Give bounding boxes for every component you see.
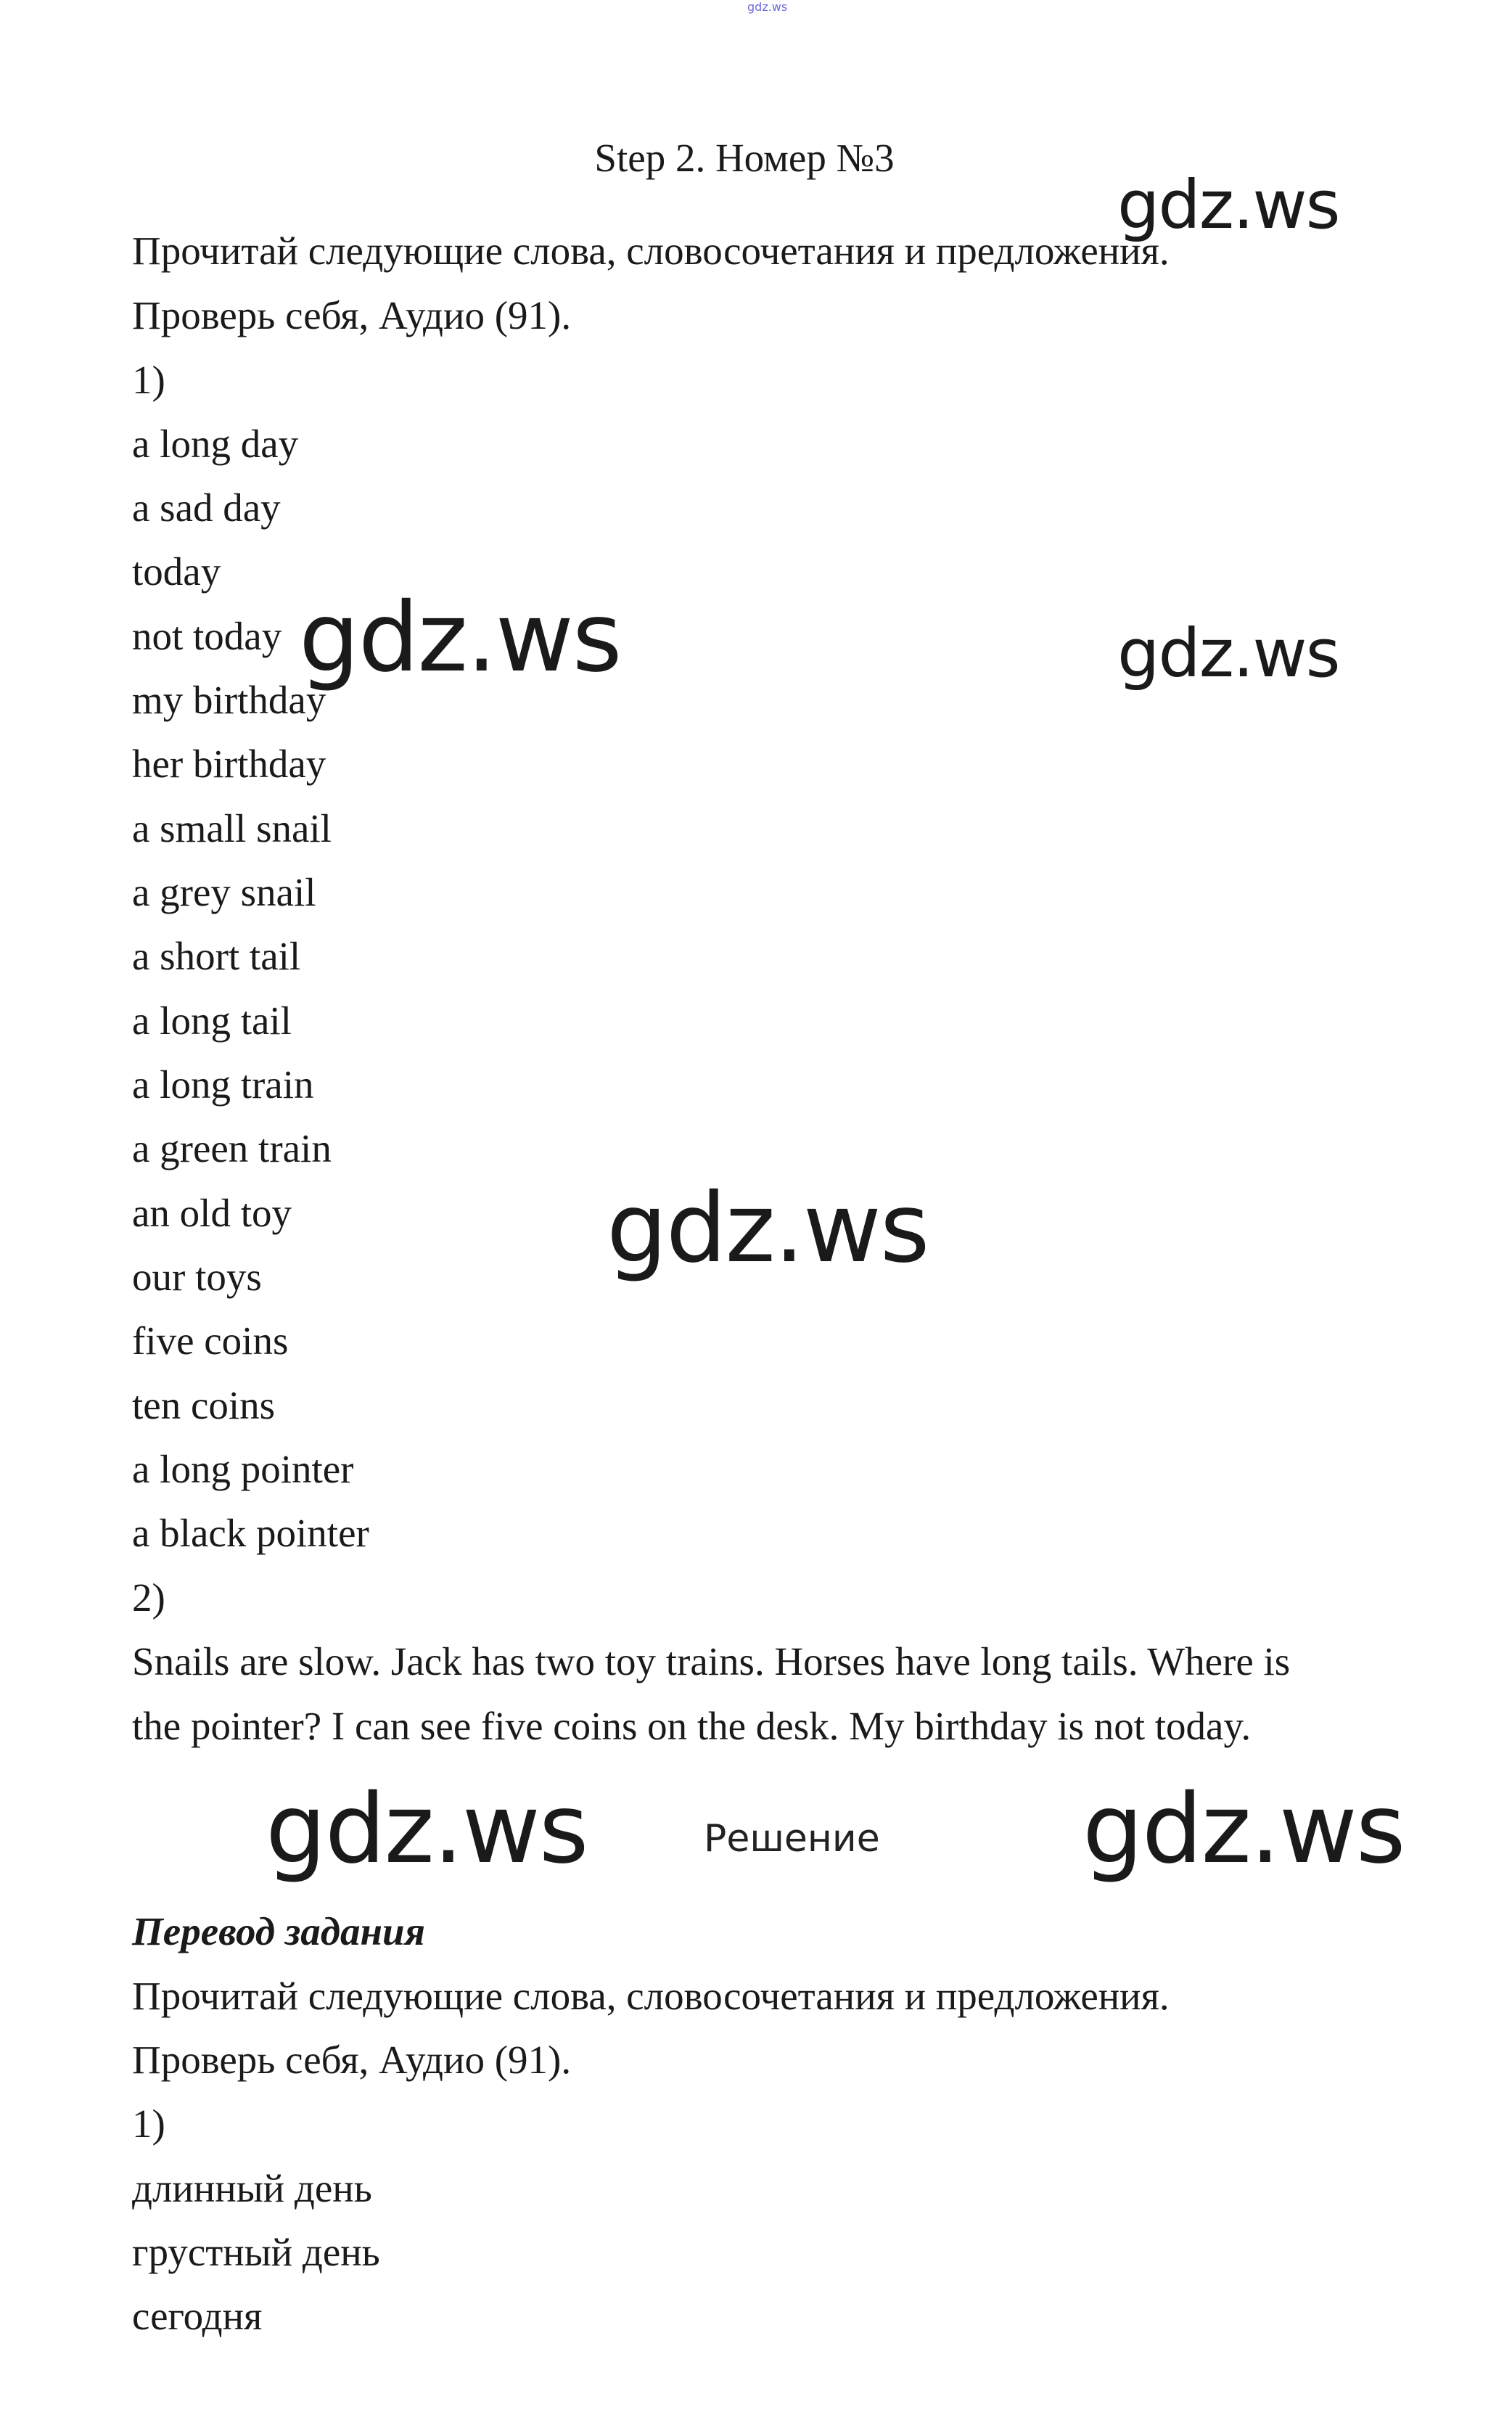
watermark: gdz.ws [1082,1773,1405,1885]
sentence-line: the pointer? I can see five coins on the desk. My birthday is not today. [132,1704,1252,1748]
word-item: an old toy [132,1191,292,1235]
translation-heading: Перевод задания [132,1909,425,1953]
top-watermark: gdz.ws [747,0,788,14]
task-line: 2) [132,1575,165,1620]
word-item: ten coins [132,1383,276,1427]
translation-line: грустный день [132,2230,380,2274]
word-item: a long pointer [132,1447,354,1491]
sentence-line: Snails are slow. Jack has two toy trains. Horses have long tails. Where is [132,1639,1291,1683]
translation-line: сегодня [132,2294,263,2338]
task-line: Проверь себя, Аудио (91). [132,293,572,337]
word-item: today [132,549,221,594]
word-item: a grey snail [132,870,316,914]
watermark: gdz.ws [299,582,621,694]
word-item: a long train [132,1062,314,1107]
watermark: gdz.ws [607,1173,929,1284]
word-item: a long tail [132,998,292,1043]
translation-line: Прочитай следующие слова, словосочетания и предложения. [132,1974,1170,2018]
watermark: gdz.ws [1117,615,1339,692]
translation-line: Проверь себя, Аудио (91). [132,2038,572,2082]
task-line: 1) [132,358,165,402]
word-item: our toys [132,1255,262,1299]
watermark: gdz.ws [266,1773,588,1885]
word-item: a small snail [132,806,332,850]
translation-line: 1) [132,2101,165,2146]
word-item: a short tail [132,934,301,978]
word-item: five coins [132,1318,289,1363]
word-item: a green train [132,1126,332,1170]
word-item: her birthday [132,742,326,786]
word-item: a sad day [132,485,281,530]
watermark: gdz.ws [1117,166,1339,244]
word-item: a black pointer [132,1511,369,1555]
solution-label: Решение [704,1817,880,1861]
word-item: not today [132,614,282,658]
word-item: my birthday [132,678,326,722]
word-item: a long day [132,422,299,466]
translation-line: длинный день [132,2166,372,2210]
task-line: Прочитай следующие слова, словосочетания и предложения. [132,229,1170,273]
page-title-text: Step 2. Номер №3 [594,136,895,180]
